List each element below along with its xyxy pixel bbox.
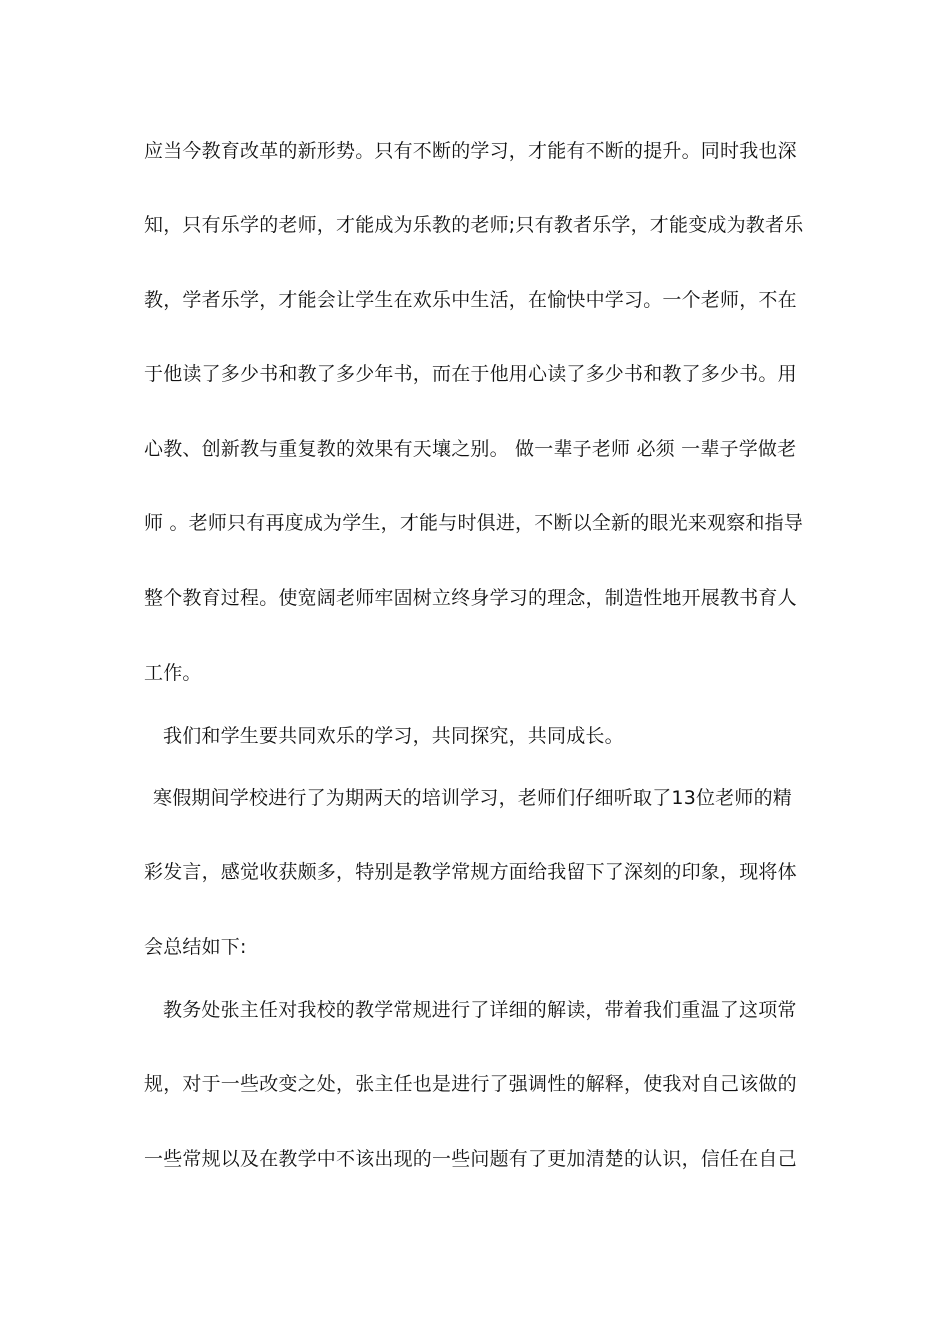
text-line: 工作。 [144, 662, 202, 684]
paragraph-line: 教务处张主任对我校的教学常规进行了详细的解读，带着我们重温了这项常 [163, 999, 797, 1021]
paragraph-line: 寒假期间学校进行了为期两天的培训学习，老师们仔细听取了13位老师的精 [153, 787, 792, 809]
text-line: 知，只有乐学的老师，才能成为乐教的老师;只有教者乐学，才能变成为教者乐 [144, 214, 804, 236]
paragraph-line: 我们和学生要共同欢乐的学习，共同探究，共同成长。 [163, 725, 624, 747]
text-line: 于他读了多少书和教了多少年书，而在于他用心读了多少书和教了多少书。用 [144, 363, 797, 385]
text-line: 教，学者乐学，才能会让学生在欢乐中生活，在愉快中学习。一个老师，不在 [144, 289, 797, 311]
text-line: 一些常规以及在教学中不该出现的一些问题有了更加清楚的认识，信任在自己 [144, 1148, 797, 1170]
text-line: 彩发言，感觉收获颇多，特别是教学常规方面给我留下了深刻的印象，现将体 [144, 861, 797, 883]
text-line: 会总结如下: [144, 936, 247, 958]
text-line: 整个教育过程。使宽阔老师牢固树立终身学习的理念，制造性地开展教书育人 [144, 587, 797, 609]
text-line: 心教、创新教与重复教的效果有天壤之别。 做一辈子老师 必须 一辈子学做老 [144, 438, 797, 460]
text-line: 规，对于一些改变之处，张主任也是进行了强调性的解释，使我对自己该做的 [144, 1073, 797, 1095]
text-line: 师 。老师只有再度成为学生，才能与时俱进，不断以全新的眼光来观察和指导 [144, 512, 804, 534]
text-line: 应当今教育改革的新形势。只有不断的学习，才能有不断的提升。同时我也深 [144, 140, 797, 162]
